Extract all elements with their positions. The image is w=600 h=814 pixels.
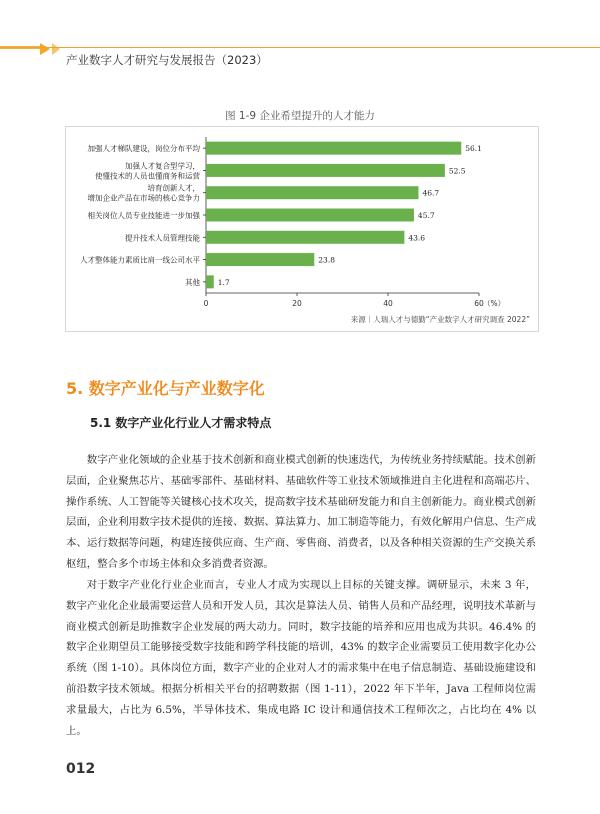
bar-value-label: 56.1 [465, 144, 482, 154]
bar [206, 231, 404, 244]
bar [206, 142, 461, 155]
category-label: 增加企业产品在市场的核心竞争力 [87, 193, 200, 203]
bar-value-label: 52.5 [448, 166, 466, 176]
bar [206, 164, 445, 177]
figure-caption: 图 1-9 企业希望提升的人才能力 [225, 110, 375, 122]
bar [206, 186, 418, 199]
bar-chart [66, 127, 538, 331]
x-tick-label: 60 [474, 299, 484, 308]
x-tick-label: 40 [383, 299, 393, 308]
bar-value-label: 46.7 [422, 188, 440, 198]
running-title: 产业数字人才研究与发展报告（2023） [66, 53, 268, 67]
category-label: 培育创新人才， [147, 183, 200, 193]
bar [206, 209, 414, 222]
x-axis-unit: （%） [483, 299, 506, 308]
section-title: 5. 数字产业化与产业数字化 [66, 379, 265, 398]
category-label: 相关岗位人员专业技能进一步加强 [87, 211, 200, 220]
bar-value-label: 45.7 [417, 211, 435, 220]
header-rule [0, 47, 600, 48]
figure-source: 来源｜人瑞人才与德勤“产业数字人才研究调查 2022” [350, 315, 530, 324]
category-label: 其他 [185, 277, 200, 287]
chart-container [65, 126, 539, 332]
header-chevron-small-icon [52, 43, 60, 55]
bar [206, 253, 314, 266]
category-label: 加强人才复合型学习， [125, 161, 200, 171]
category-label: 使懂技术的人员也懂商务和运营 [95, 171, 200, 181]
page-number: 012 [66, 761, 96, 777]
subsection-title: 5.1 数字产业化行业人才需求特点 [90, 416, 272, 430]
paragraph-1: 数字产业化领域的企业基于技术创新和商业模式创新的快速迭代，为传统业务持续赋能。技术创新层面，企业聚焦芯片、基础零部件、基础材料、基础软件等工业技术领域推进自主化进程和高端芯片、操作系统、人工智能等关键核心技术攻关，提高数字技术基础研发能力和自主创新能力。商业模式创新层面，企业利用数字技术提供的连接、数据、算法算力、加工制造等能力，有效化解用户信息、生产成本、运行数据等问题，构建连接供应商、生产商、零售商、消费者，以及各种相关资源的生产交换关系枢纽，整合多个市场主体和众多消费者资源。 [66, 454, 536, 570]
paragraph-2: 对于数字产业化行业企业而言，专业人才成为实现以上目标的关键支撑。调研显示，未来 3 年，数字产业化企业最需要运营人员和开发人员，其次是算法人员、销售人员和产品经理，说明技术革新与商业模式创新是助推数字企业发展的两大动力。同时，数字技能的培养和应用也成为共识。46.4% 的数字企业期望员工能够接受数字技能和跨学科技能的培训，43% 的数字企业需要员工使用数字化办公系统（图 1-10）。具体岗位方面，数字产业的企业对人才的需求集中在电子信息制造、基础设施建设和前沿数字技术领域。根据分析相关平台的招聘数据（图 1-11），2022 年下半年，Java 工程师岗位需求量最大，占比为 6.5%，半导体技术、集成电路 IC 设计和通信技术工程师次之，占比均在 4% 以上。 [66, 579, 536, 737]
bar-value-label: 23.8 [318, 255, 335, 265]
category-label: 提升技术人员管理技能 [125, 233, 200, 243]
bar [206, 275, 214, 288]
header-chevron-icon [40, 43, 50, 55]
bar-value-label: 1.7 [217, 277, 230, 287]
bar-value-label: 43.6 [408, 233, 426, 243]
x-tick-label: 0 [203, 299, 209, 308]
x-tick-label: 20 [292, 299, 302, 308]
category-label: 人才整体能力素质比肩一线公司水平 [80, 255, 200, 265]
category-label: 加强人才梯队建设，岗位分布平均 [87, 144, 200, 154]
